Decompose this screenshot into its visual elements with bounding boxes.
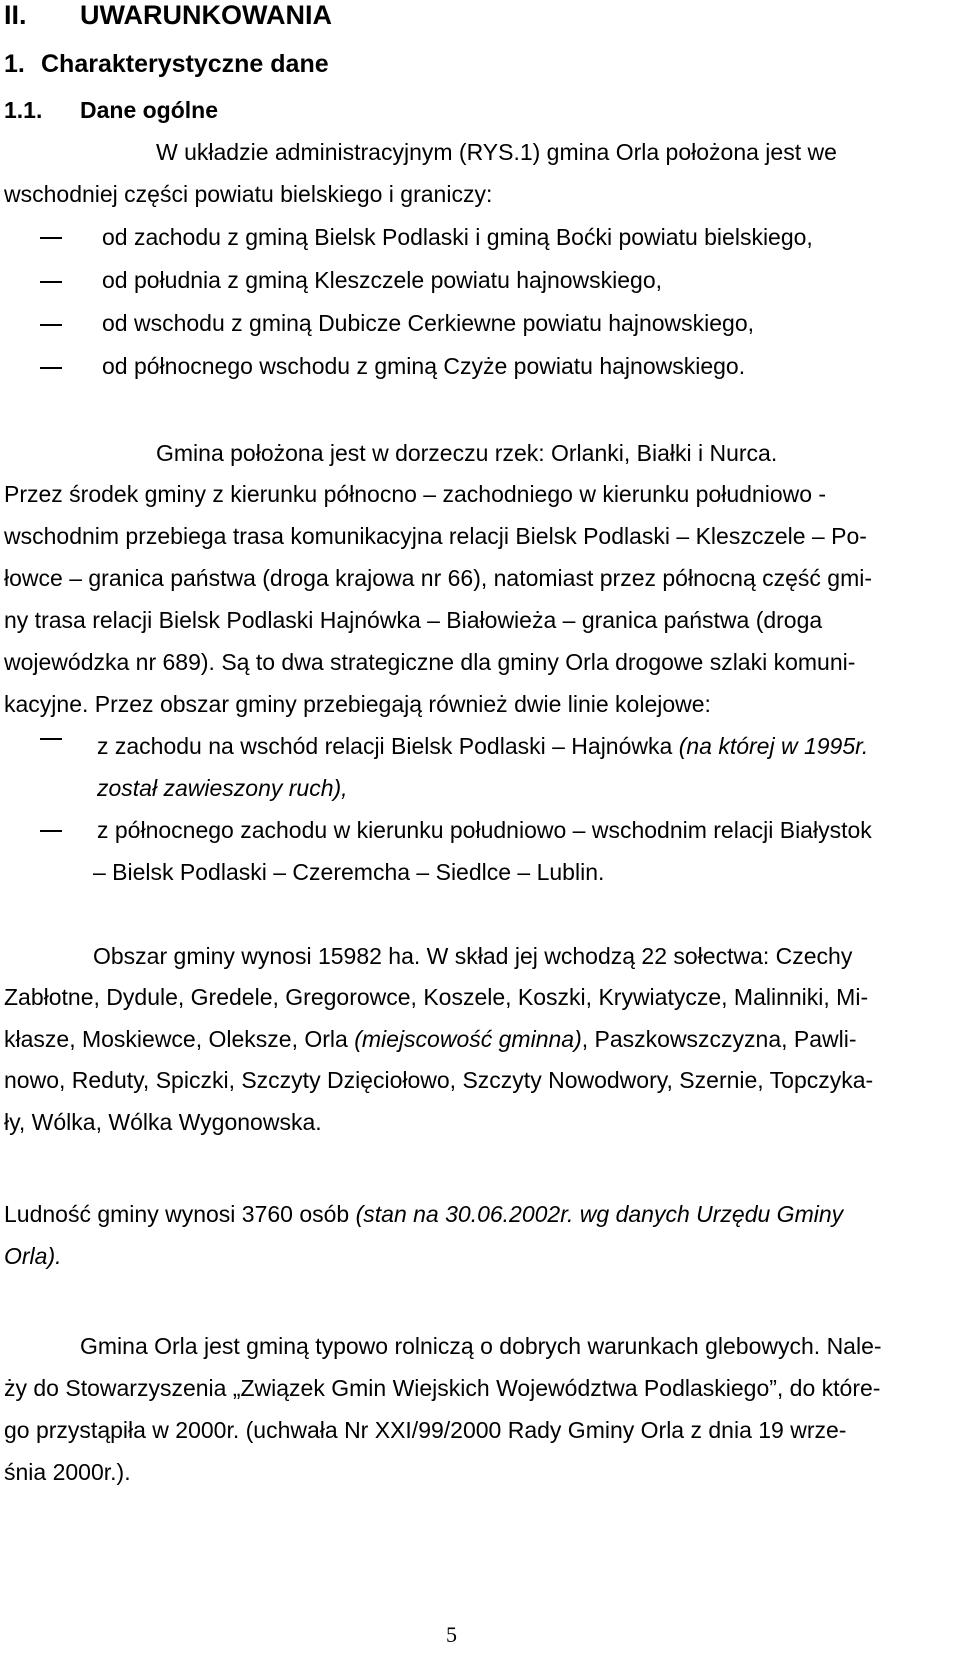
- heading-number: II.: [4, 0, 27, 30]
- text-line: Obszar gminy wynosi 15982 ha. W skład jej wchodzą 22 sołectwa: Czechy: [93, 943, 853, 969]
- heading-number: 1.: [4, 50, 25, 78]
- bullet-dash: [40, 281, 62, 283]
- text-span: kłasze, Moskiewce, Oleksze, Orla: [4, 1026, 355, 1052]
- list-item-continuation: [97, 775, 348, 801]
- list-item-continuation: – Bielsk Podlaski – Czeremcha – Siedlce – Lublin.: [93, 859, 605, 885]
- text-line: wschodnim przebiega trasa komunikacyjna relacji Bielsk Podlaski – Kleszczele – Po-: [4, 523, 867, 549]
- chapter-heading: UWARUNKOWANIA: [80, 0, 332, 30]
- rail-line-note: (na której w 1995r.: [678, 733, 869, 759]
- subsection-heading: Dane ogólne: [80, 97, 219, 123]
- italic-note: Orla).: [4, 1243, 62, 1269]
- bullet-dash: [40, 237, 62, 239]
- italic-note: (stan na 30.06.2002r. wg danych Urzędu Gminy: [355, 1201, 844, 1227]
- text-line: ły, Wólka, Wólka Wygonowska.: [4, 1109, 322, 1135]
- bullet-dash: [40, 367, 62, 369]
- text-line: go przystąpiła w 2000r. (uchwała Nr XXI/99/2000 Rady Gminy Orla z dnia 19 wrze-: [4, 1417, 847, 1443]
- text-line: wojewódzka nr 689). Są to dwa strategiczne dla gminy Orla drogowe szlaki komuni-: [4, 649, 856, 675]
- text-line: łowce – granica państwa (droga krajowa nr 66), natomiast przez północną część gmi-: [4, 565, 873, 591]
- bullet-dash: [40, 738, 62, 740]
- text-line: wschodniej części powiatu bielskiego i graniczy:: [4, 181, 493, 207]
- text-span: Ludność gminy wynosi 3760 osób: [4, 1201, 356, 1227]
- rail-line-text: z zachodu na wschód relacji Bielsk Podlaski – Hajnówka: [97, 733, 679, 759]
- text-span: , Paszkowszczyzna, Pawli-: [581, 1026, 857, 1052]
- text-line: nowo, Reduty, Spiczki, Szczyty Dzięciołowo, Szczyty Nowodwory, Szernie, Topczyka-: [4, 1067, 874, 1093]
- text-line: [4, 1026, 857, 1052]
- text-line: kacyjne. Przez obszar gminy przebiegają również dwie linie kolejowe:: [4, 691, 711, 717]
- list-item: od zachodu z gminą Bielsk Podlaski i gminą Boćki powiatu bielskiego,: [102, 224, 813, 250]
- list-item: [97, 733, 868, 759]
- page-number: 5: [446, 1622, 457, 1647]
- bullet-dash: [40, 830, 62, 832]
- text-line: Gmina Orla jest gminą typowo rolniczą o dobrych warunkach glebowych. Nale-: [80, 1333, 882, 1359]
- text-line: W układzie administracyjnym (RYS.1) gmina Orla położona jest we: [156, 139, 837, 165]
- italic-note: (miejscowość gminna): [354, 1026, 582, 1052]
- text-line: ny trasa relacji Bielsk Podlaski Hajnówka – Białowieża – granica państwa (droga: [4, 607, 823, 633]
- heading-number: 1.1.: [4, 97, 43, 123]
- list-item: od północnego wschodu z gminą Czyże powiatu hajnowskiego.: [102, 353, 746, 379]
- list-item: z północnego zachodu w kierunku południowo – wschodnim relacji Białystok: [97, 817, 872, 843]
- bullet-dash: [40, 324, 62, 326]
- text-line: śnia 2000r.).: [4, 1459, 131, 1485]
- rail-line-note: został zawieszony ruch),: [97, 775, 348, 801]
- text-line: [4, 1243, 62, 1269]
- text-line: ży do Stowarzyszenia „Związek Gmin Wiejskich Województwa Podlaskiego”, do które-: [4, 1375, 881, 1401]
- text-line: Przez środek gminy z kierunku północno – zachodniego w kierunku południowo -: [4, 481, 827, 507]
- text-line: [4, 1201, 843, 1227]
- text-line: Zabłotne, Dydule, Gredele, Gregorowce, Koszele, Koszki, Krywiatycze, Malinniki, Mi-: [4, 984, 869, 1010]
- text-line: Gmina położona jest w dorzeczu rzek: Orlanki, Białki i Nurca.: [156, 440, 778, 466]
- section-heading: Charakterystyczne dane: [41, 50, 329, 78]
- list-item: od południa z gminą Kleszczele powiatu hajnowskiego,: [102, 267, 663, 293]
- list-item: od wschodu z gminą Dubicze Cerkiewne powiatu hajnowskiego,: [102, 310, 755, 336]
